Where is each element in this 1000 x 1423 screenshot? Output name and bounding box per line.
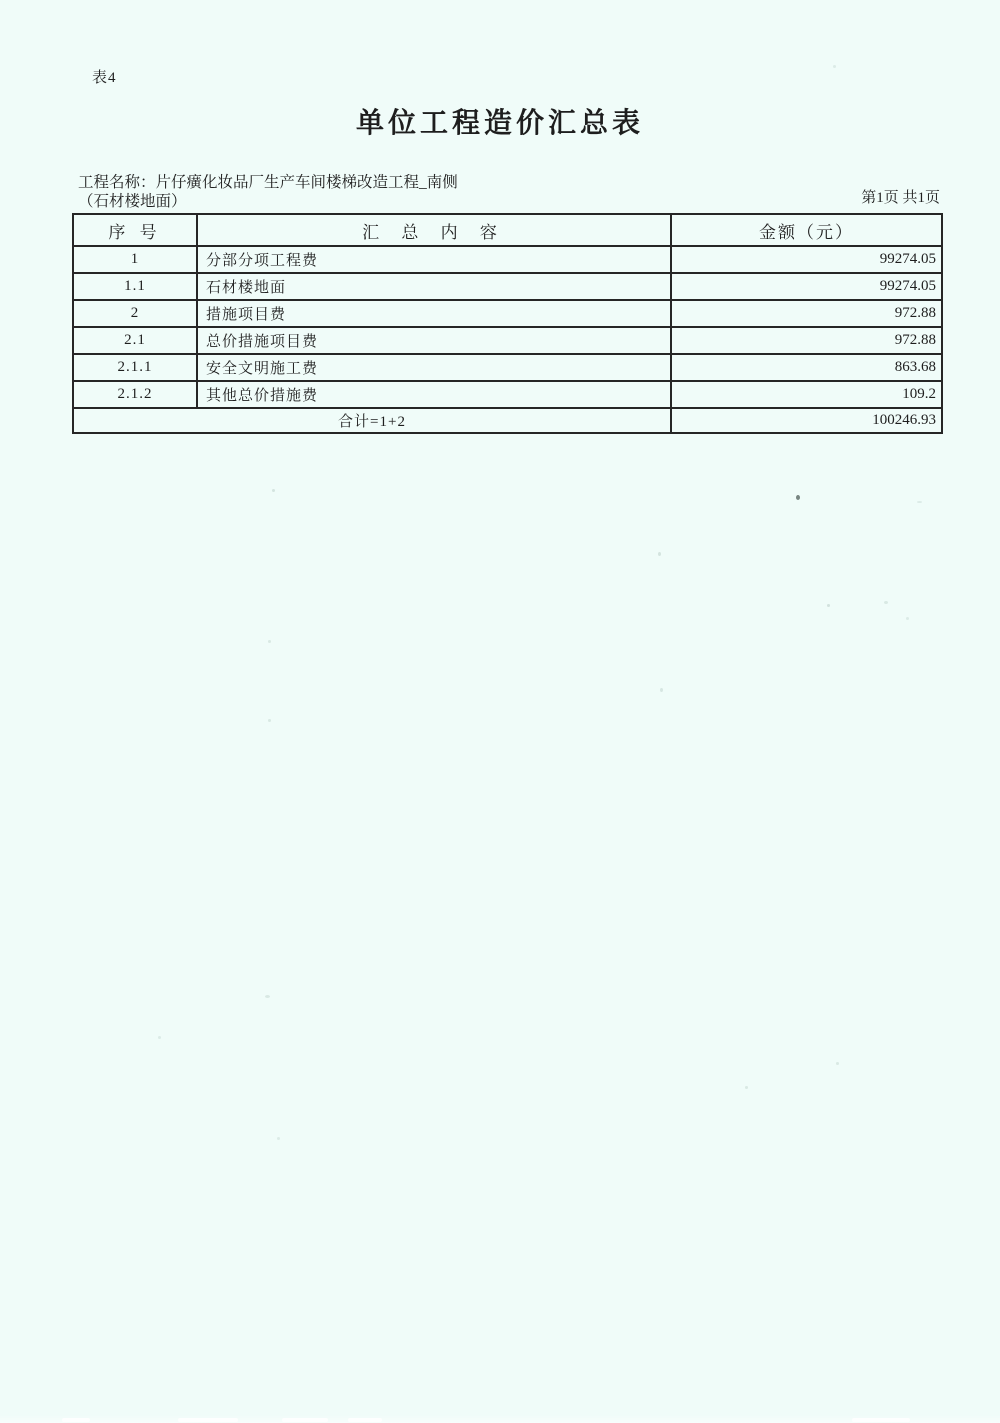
scan-speck: [268, 640, 271, 643]
project-name-line1: 工程名称：片仔癀化妆品厂生产车间楼梯改造工程_南侧: [78, 174, 458, 191]
row-no: 2.1.1: [73, 354, 197, 381]
row-amount: 972.88: [671, 327, 942, 354]
form-number-label: 表4: [92, 70, 117, 86]
row-content: 其他总价措施费: [197, 381, 671, 408]
cost-summary-table: [72, 213, 943, 434]
scan-speck: [917, 501, 922, 503]
project-name-line2: （石材楼地面）: [78, 193, 187, 210]
row-amount: 863.68: [671, 354, 942, 381]
table-total-row: [73, 408, 942, 433]
table-row: [73, 381, 942, 408]
scan-speck: [658, 552, 661, 556]
table-row: [73, 273, 942, 300]
table-row: [73, 327, 942, 354]
row-no: 1: [73, 246, 197, 273]
header-content: 汇 总 内 容: [197, 214, 671, 246]
scan-speck: [836, 1062, 839, 1065]
scan-speck: [660, 688, 663, 692]
scan-edge-artifact: [62, 1418, 90, 1422]
scan-speck: [884, 601, 888, 604]
page-indicator: 第1页 共1页: [861, 190, 940, 206]
scan-speck: [158, 1036, 161, 1039]
scan-speck: [268, 719, 271, 722]
header-amount: 金额（元）: [671, 214, 942, 246]
scan-speck: [265, 995, 270, 998]
scan-edge-artifact: [178, 1418, 238, 1422]
header-no: 序 号: [73, 214, 197, 246]
total-label: 合计=1+2: [73, 408, 671, 433]
row-no: 2.1.2: [73, 381, 197, 408]
total-amount: 100246.93: [671, 408, 942, 433]
row-amount: 99274.05: [671, 246, 942, 273]
row-no: 2: [73, 300, 197, 327]
page-title: 单位工程造价汇总表: [355, 108, 644, 139]
row-content: 石材楼地面: [197, 273, 671, 300]
table-row: [73, 354, 942, 381]
row-amount: 109.2: [671, 381, 942, 408]
scan-speck: [277, 1137, 280, 1140]
row-amount: 972.88: [671, 300, 942, 327]
table-row: [73, 246, 942, 273]
scan-speck: [796, 495, 800, 500]
row-content: 分部分项工程费: [197, 246, 671, 273]
row-content: 措施项目费: [197, 300, 671, 327]
scan-edge-strip: [0, 1415, 1000, 1423]
scan-edge-artifact: [282, 1418, 328, 1422]
row-no: 1.1: [73, 273, 197, 300]
row-amount: 99274.05: [671, 273, 942, 300]
row-no: 2.1: [73, 327, 197, 354]
scan-speck: [833, 65, 836, 68]
scan-speck: [906, 617, 909, 620]
row-content: 安全文明施工费: [197, 354, 671, 381]
scan-edge-artifact: [852, 1418, 910, 1422]
scan-speck: [745, 1086, 748, 1089]
table-row: [73, 300, 942, 327]
scan-speck: [272, 489, 275, 492]
scan-edge-artifact: [348, 1418, 382, 1422]
row-content: 总价措施项目费: [197, 327, 671, 354]
table-header-row: [73, 214, 942, 246]
scan-speck: [827, 604, 830, 607]
